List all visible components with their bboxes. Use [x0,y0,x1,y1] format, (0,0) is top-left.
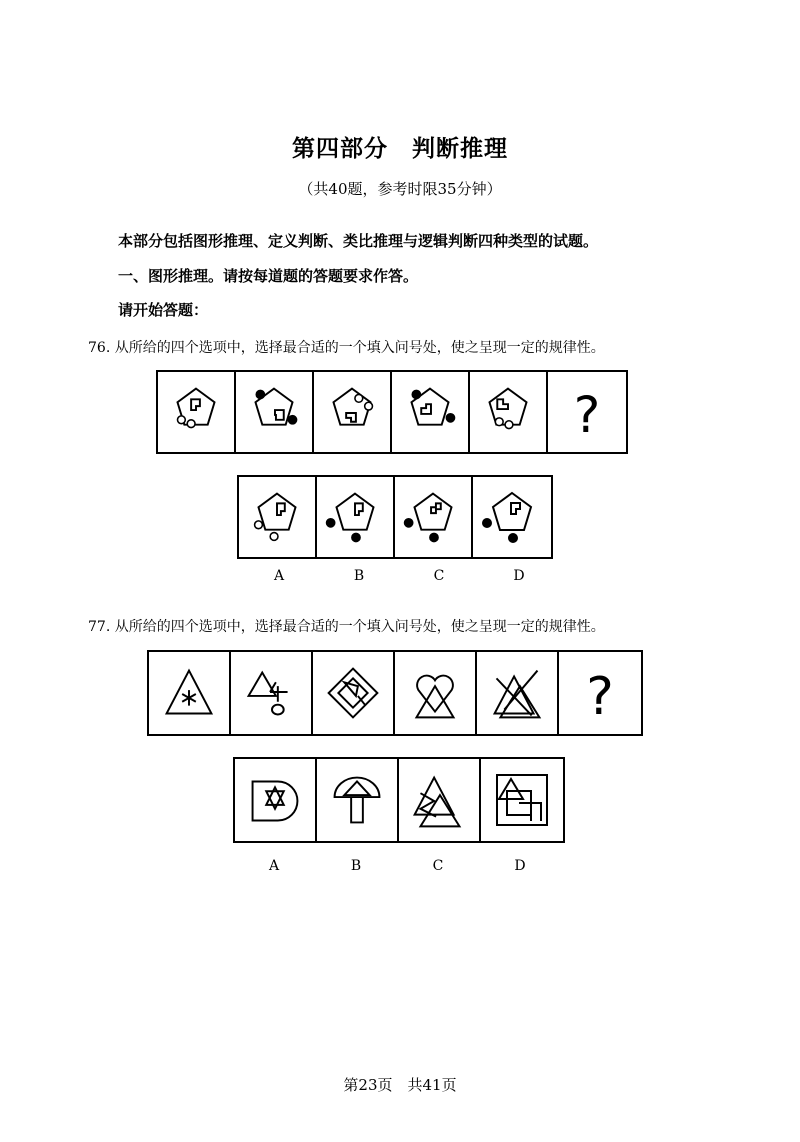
q77-option-a-figure[interactable] [235,759,317,841]
q77-figure-1 [149,652,231,734]
option-a-label[interactable]: A [273,568,285,584]
q76-options [237,475,553,559]
question-76 [88,337,605,357]
page-title: 第四部分 判断推理 [292,136,508,162]
option-b-label[interactable]: B [353,568,365,584]
q76-figure-1 [158,372,236,452]
option-a-label[interactable]: A [268,858,280,874]
q77-question-cell [559,652,641,734]
q77-option-c-figure[interactable] [399,759,481,841]
option-c-label[interactable]: C [432,858,444,874]
question-mark-icon: ? [586,667,614,727]
q76-figure-5 [470,372,548,452]
question-text: 从所给的四个选项中，选择最合适的一个填入问号处，使之呈现一定的规律性。 [114,340,605,356]
option-d-label[interactable]: D [514,858,526,874]
section-intro: 本部分包括图形推理、定义判断、类比推理与逻辑判断四种类型的试题。 [118,232,599,250]
page-number: 第23页 共41页 [343,1076,457,1094]
option-b-label[interactable]: B [350,858,362,874]
q77-options [233,757,565,843]
q76-option-c-figure[interactable] [395,477,473,557]
q77-figure-3 [313,652,395,734]
option-d-label[interactable]: D [513,568,525,584]
start-prompt: 请开始答题： [118,301,209,319]
q76-option-d-figure[interactable] [473,477,551,557]
q76-figure-2 [236,372,314,452]
q76-option-b-figure[interactable] [317,477,395,557]
q76-option-a-figure[interactable] [239,477,317,557]
option-c-label[interactable]: C [433,568,445,584]
q77-option-d-figure[interactable] [481,759,563,841]
question-number: 76. [88,340,111,356]
section-instruction: 一、图形推理。请按每道题的答题要求作答。 [118,267,419,285]
q77-sequence [147,650,643,736]
q77-option-b-figure[interactable] [317,759,399,841]
q76-sequence [156,370,628,454]
q77-figure-2 [231,652,313,734]
section-subtitle: （共40题，参考时限35分钟） [298,180,502,198]
q77-figure-5 [477,652,559,734]
q76-figure-3 [314,372,392,452]
question-number: 77. [88,619,111,635]
q77-figure-4 [395,652,477,734]
q76-option-labels [239,568,559,584]
question-text: 从所给的四个选项中，选择最合适的一个填入问号处，使之呈现一定的规律性。 [114,619,605,635]
q76-figure-4 [392,372,470,452]
question-77 [88,616,605,636]
q76-question-cell [548,372,626,452]
q77-option-labels [233,858,561,874]
question-mark-icon: ? [573,386,601,444]
